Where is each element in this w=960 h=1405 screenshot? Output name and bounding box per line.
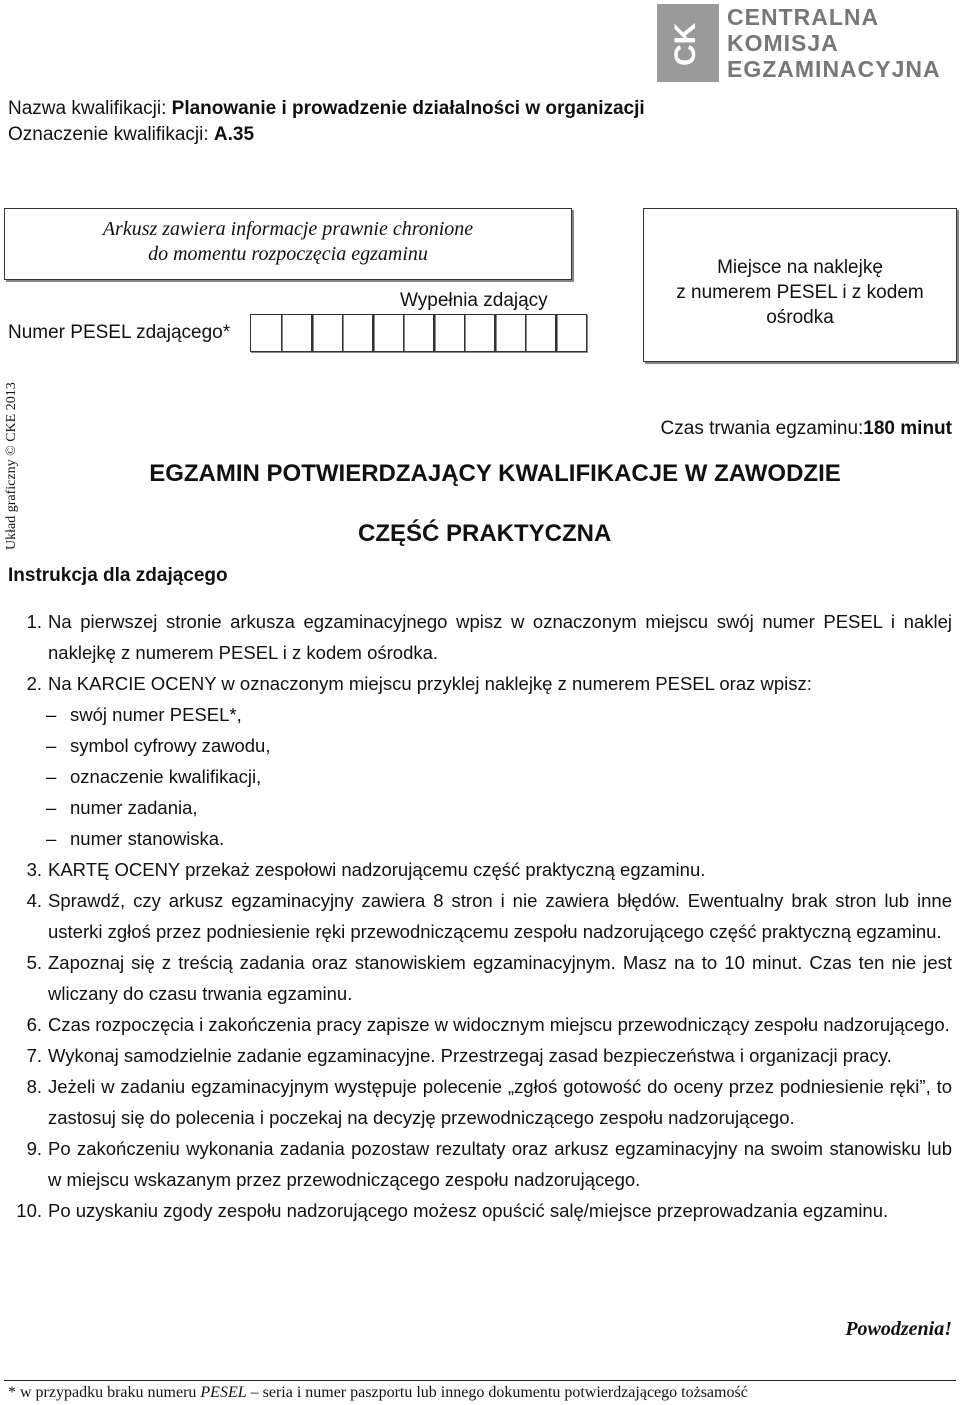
pesel-digit-box[interactable] [403,314,435,352]
instruction-item [8,606,952,668]
pesel-digit-box[interactable] [464,314,496,352]
sublist-text: swój numer PESEL*, [70,704,242,725]
footnote-prefix: * w przypadku braku numeru [8,1384,201,1401]
sublist-item: – numer stanowiska. [48,823,952,854]
sticker-line-3: ośrodka [766,307,834,328]
qualification-name [8,98,645,120]
instruction-number: 8. [26,1076,42,1097]
instruction-text: Wykonaj samodzielnie zadanie egzaminacyjne. Przestrzegaj zasad bezpieczeństwa i organizacji pracy. [48,1045,892,1066]
instruction-number: 4. [26,890,42,911]
cke-logo-mark [657,4,719,82]
sublist-text: oznaczenie kwalifikacji, [70,766,262,787]
instruction-item [8,1009,952,1040]
footnote [8,1384,748,1402]
instruction-item [8,854,952,885]
pesel-input-boxes[interactable] [250,314,586,352]
instruction-item [8,668,952,854]
qualification-name-value: Planowanie i prowadzenie działalności w organizacji [171,98,645,119]
sublist-item: – symbol cyfrowy zawodu, [48,730,952,761]
logo-line-3: EGZAMINACYJNA [727,56,941,82]
instruction-item [8,947,952,1009]
logo-line-1: CENTRALNA [727,4,880,30]
exam-title: EGZAMIN POTWIERDZAJĄCY KWALIFIKACJE W ZAWODZIE [149,460,841,487]
sublist-text: numer stanowiska. [70,828,225,849]
layout-copyright-label: Układ graficzny © CKE 2013 [4,382,19,550]
instruction-number: 7. [26,1045,42,1066]
exam-duration-value: 180 minut [863,418,952,439]
instruction-text: Na KARCIE OCENY w oznaczonym miejscu przyklej naklejkę z numerem PESEL oraz wpisz: [48,673,812,694]
instruction-number: 9. [26,1138,42,1159]
footnote-divider [4,1380,956,1381]
instruction-number: 6. [26,1014,42,1035]
pesel-digit-box[interactable] [281,314,313,352]
instruction-number: 5. [26,952,42,973]
protected-info-line-2: do momentu rozpoczęcia egzaminu [148,243,428,265]
sublist-item: – oznaczenie kwalifikacji, [48,761,952,792]
fill-by-label: Wypełnia zdający [400,290,548,311]
qualification-code [8,124,254,146]
instruction-text: KARTĘ OCENY przekaż zespołowi nadzorującemu część praktyczną egzaminu. [48,859,706,880]
qualification-code-label: Oznaczenie kwalifikacji: [8,124,214,145]
instruction-item [8,1133,952,1195]
footnote-suffix: – seria i numer paszportu lub innego dokumentu potwierdzającego tożsamość [246,1384,748,1401]
pesel-digit-box[interactable] [525,314,557,352]
instruction-item [8,885,952,947]
instruction-text: Zapoznaj się z treścią zadania oraz stanowiskiem egzaminacyjnym. Masz na to 10 minut. Czas ten nie jest wliczany do czasu trwania egzaminu. [48,952,952,1004]
instruction-number: 10. [16,1200,42,1221]
instruction-text: Sprawdź, czy arkusz egzaminacyjny zawiera 8 stron i nie zawiera błędów. Ewentualny brak stron lub inne usterki zgłoś przez podniesienie ręki przewodniczącemu zespołu nadzorującego część praktyczną egzaminu. [48,890,952,942]
good-luck-text: Powodzenia! [845,1318,952,1340]
pesel-digit-box[interactable] [555,314,587,352]
cke-logo-text [727,4,941,82]
qualification-name-label: Nazwa kwalifikacji: [8,98,172,119]
instruction-sublist [48,699,952,854]
sticker-line-2: z numerem PESEL i z kodem [676,282,924,303]
sticker-line-1: Miejsce na naklejkę [717,257,883,278]
cke-logo [657,4,957,82]
pesel-digit-box[interactable] [494,314,526,352]
instruction-text: Po uzyskaniu zgody zespołu nadzorującego możesz opuścić salę/miejsce przeprowadzania egzaminu. [48,1200,889,1221]
instruction-text: Po zakończeniu wykonania zadania pozostaw rezultaty oraz arkusz egzaminacyjny na swoim stanowisku lub w miejscu wskazanym przez przewodniczącego zespołu nadzorującego. [48,1138,952,1190]
instruction-number: 1. [26,611,42,632]
protected-info-box [4,208,572,280]
logo-line-2: KOMISJA [727,30,839,56]
instruction-item [8,1195,952,1226]
sticker-box [643,208,957,362]
pesel-digit-box[interactable] [433,314,465,352]
sublist-item: – numer zadania, [48,792,952,823]
instructions-list [8,606,952,1226]
sublist-text: symbol cyfrowy zawodu, [70,735,271,756]
exam-duration [661,418,952,440]
pesel-digit-box[interactable] [342,314,374,352]
protected-info-line-1: Arkusz zawiera informacje prawnie chronione [102,218,474,240]
instruction-text: Czas rozpoczęcia i zakończenia pracy zapisze w widocznym miejscu przewodniczący zespołu nadzorującego. [48,1014,950,1035]
pesel-label: Numer PESEL zdającego* [8,322,231,343]
pesel-digit-box[interactable] [250,314,282,352]
instruction-item [8,1071,952,1133]
qualification-code-value: A.35 [213,124,255,145]
instructions-heading: Instrukcja dla zdającego [8,565,228,586]
footnote-italic: PESEL [200,1384,247,1401]
sublist-text: numer zadania, [70,797,198,818]
sublist-item: – swój numer PESEL*, [48,699,952,730]
instruction-number: 3. [26,859,42,880]
instruction-text: Na pierwszej stronie arkusza egzaminacyjnego wpisz w oznaczonym miejscu swój numer PESEL i naklej naklejkę z numerem PESEL i z kodem ośrodka. [48,611,952,663]
instruction-item [8,1040,952,1071]
instruction-text: Jeżeli w zadaniu egzaminacyjnym występuje polecenie „zgłoś gotowość do oceny przez podniesienie ręki”, to zastosuj się do polecenia i poczekaj na decyzję przewodniczącego zespołu nadzorującego. [48,1076,952,1128]
pesel-digit-box[interactable] [311,314,343,352]
cke-logo-mark-text: CK [669,22,702,66]
exam-duration-label: Czas trwania egzaminu: [660,418,864,439]
pesel-digit-box[interactable] [372,314,404,352]
instruction-number: 2. [26,673,42,694]
part-title: CZĘŚĆ PRAKTYCZNA [358,520,612,547]
